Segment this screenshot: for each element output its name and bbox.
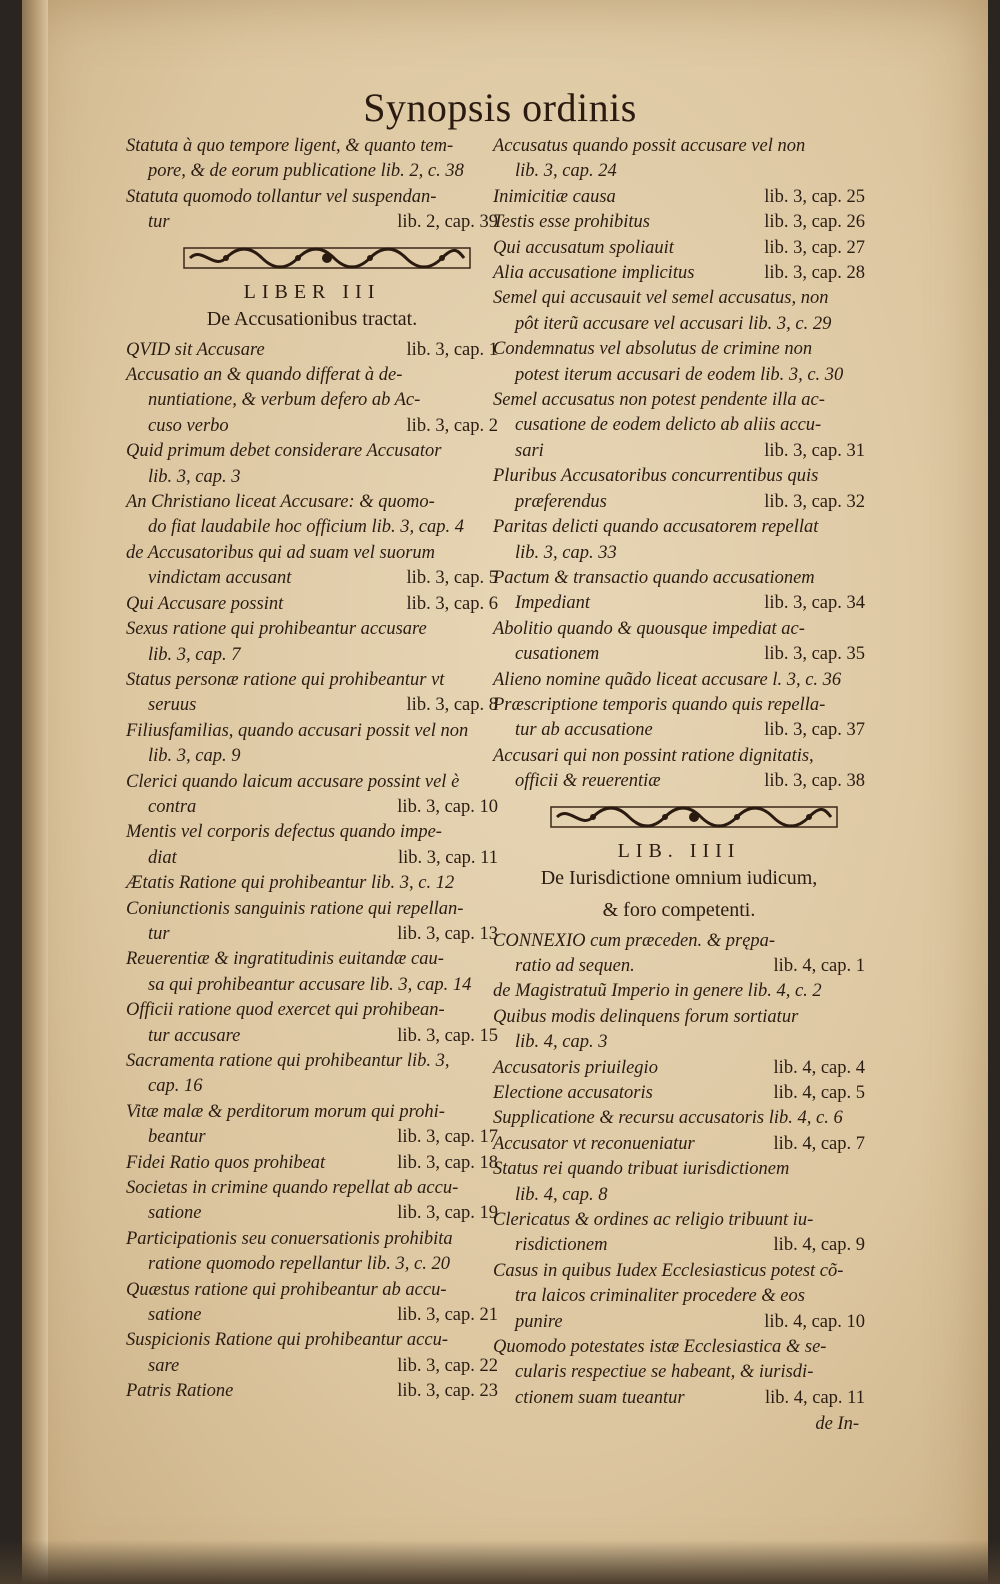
index-entry: [126, 770, 498, 821]
entry-reference: lib. 4, cap. 4: [773, 1057, 865, 1078]
entry-text: Impediant: [515, 593, 591, 614]
entry-reference: lib. 3, cap. 31: [764, 440, 865, 461]
entry-text: Præscriptione temporis quando quis repella-: [493, 694, 826, 715]
entry-reference: lib. 3, cap. 15: [397, 1025, 498, 1046]
entry-text: cuso verbo: [148, 415, 229, 436]
index-entry: [126, 1176, 498, 1227]
entry-reference: lib. 3, cap. 1: [406, 339, 498, 360]
index-entry: [493, 1157, 865, 1208]
entry-reference: lib. 3, cap. 35: [764, 644, 865, 665]
entry-reference: lib. 2, cap. 39: [397, 212, 498, 233]
entry-text: Quæstus ratione qui prohibeantur ab accu-: [126, 1279, 447, 1300]
entry-reference: lib. 3, cap. 25: [764, 186, 865, 207]
entry-text: Quid primum debet considerare Accusator: [126, 441, 442, 462]
entry-reference: lib. 3, cap. 19: [397, 1203, 498, 1224]
entry-reference: lib. 3, cap. 5: [406, 568, 498, 589]
index-entry: [493, 1208, 865, 1259]
index-entry: [126, 820, 498, 871]
entry-reference: lib. 3, cap. 32: [764, 491, 865, 512]
entry-reference: lib. 4, cap. 9: [773, 1235, 865, 1256]
index-entry: [126, 1328, 498, 1379]
decorative-ornament: [166, 242, 488, 274]
entry-text: Statuta à quo tempore ligent, & quanto tem-: [126, 136, 454, 156]
index-entry: [493, 617, 865, 668]
entry-text: lib. 3, cap. 3: [148, 466, 241, 487]
ornament-band-icon: [182, 244, 472, 272]
entry-text: lib. 3, cap. 24: [515, 161, 617, 182]
index-entry: [493, 464, 865, 515]
entry-text: de Accusatoribus qui ad suam vel suorum: [126, 542, 435, 563]
entry-text: Mentis vel corporis defectus quando impe-: [126, 822, 442, 843]
index-entry: [493, 1106, 865, 1131]
entry-text: ratione quomodo repellantur lib. 3, c. 20: [148, 1254, 450, 1275]
catchword: de In-: [815, 1414, 859, 1435]
entry-text: Testis esse prohibitus: [493, 212, 650, 233]
index-entry: [493, 286, 865, 337]
entry-text: satione: [148, 1305, 202, 1326]
entry-text: Patris Ratione: [126, 1381, 234, 1402]
entry-text: Inimicitiæ causa: [493, 186, 616, 207]
entry-text: Qui Accusare possint: [126, 593, 284, 614]
entry-text: Abolitio quando & quousque impediat ac-: [493, 618, 805, 639]
index-entry: [126, 1227, 498, 1278]
index-entry: [126, 185, 498, 236]
index-entry: [126, 1100, 498, 1151]
index-entry: [493, 515, 865, 566]
index-entry: [126, 338, 498, 363]
entry-text: Semel accusatus non potest pendente illa ac-: [493, 390, 825, 411]
entry-reference: lib. 3, cap. 17: [397, 1127, 498, 1148]
entry-text: diat: [148, 847, 177, 868]
index-entry: [126, 592, 498, 617]
index-entry: [493, 1335, 865, 1411]
entry-text: Quomodo potestates istæ Ecclesiastica & se-: [493, 1337, 827, 1358]
entry-reference: lib. 3, cap. 26: [764, 212, 865, 233]
entry-text: lib. 3, cap. 7: [148, 644, 241, 665]
left-column: [126, 134, 498, 1405]
entry-text: Semel qui accusauit vel semel accusatus, non: [493, 288, 829, 309]
entry-text: Vitæ malæ & perditorum morum qui prohi-: [126, 1101, 445, 1122]
entry-reference: lib. 4, cap. 7: [773, 1133, 865, 1154]
entry-text: contra: [148, 796, 197, 817]
entry-text: lib. 4, cap. 3: [515, 1032, 608, 1053]
index-entry: [493, 1259, 865, 1335]
entry-text: tur: [148, 212, 170, 233]
entry-text: Pactum & transactio quando accusationem: [493, 567, 815, 588]
entry-text: Status personæ ratione qui prohibeantur vt: [126, 669, 445, 690]
entry-text: de Magistratuũ Imperio in genere lib. 4, c. 2: [493, 981, 822, 1002]
entry-text: do fiat laudabile hoc officium lib. 3, cap. 4: [148, 517, 465, 538]
entry-text: nuntiatione, & verbum defero ab Ac-: [148, 390, 421, 411]
index-entry: [493, 210, 865, 235]
entry-reference: lib. 4, cap. 1: [773, 955, 865, 976]
entry-text: cap. 16: [148, 1076, 203, 1097]
entry-reference: lib. 3, cap. 11: [397, 847, 498, 868]
index-entry: [493, 929, 865, 980]
page-bottom-shadow: [0, 1540, 1000, 1584]
entry-reference: lib. 3, cap. 23: [397, 1381, 498, 1402]
entry-text: Societas in crimine quando repellat ab accu-: [126, 1178, 459, 1199]
entry-text: tra laicos criminaliter procedere & eos: [515, 1286, 805, 1307]
entry-text: lib. 3, cap. 33: [515, 542, 617, 563]
entry-reference: lib. 3, cap. 13: [397, 923, 498, 944]
entry-reference: lib. 3, cap. 28: [764, 263, 865, 284]
entry-text: Ætatis Ratione qui prohibeantur lib. 3, c. 12: [126, 873, 455, 894]
entry-text: Electione accusatoris: [493, 1083, 653, 1103]
entry-text: beantur: [148, 1127, 206, 1148]
index-entry: [493, 693, 865, 744]
entry-text: Fidei Ratio quos prohibeat: [126, 1152, 326, 1173]
entry-text: satione: [148, 1203, 202, 1224]
entry-text: Alia accusatione implicitus: [493, 263, 695, 284]
index-entry: [126, 998, 498, 1049]
index-entry: [493, 744, 865, 795]
index-entry: [493, 337, 865, 388]
entry-text: Accusatus quando possit accusare vel non: [493, 136, 806, 156]
entry-text: Condemnatus vel absolutus de crimine non: [493, 339, 813, 360]
entry-text: seruus: [148, 695, 197, 716]
entry-text: Status rei quando tribuat iurisdictionem: [493, 1159, 790, 1180]
entry-text: Participationis seu conuersationis prohibita: [126, 1228, 453, 1249]
entry-text: Reuerentiæ & ingratitudinis euitandæ cau-: [126, 949, 444, 970]
entry-text: risdictionem: [515, 1235, 608, 1256]
index-entry: [493, 1056, 865, 1081]
index-entry: [493, 134, 865, 185]
index-entry: [126, 897, 498, 948]
section-heading: LIB. IIII: [617, 839, 741, 862]
section-heading: LIBER III: [243, 280, 381, 303]
entry-text: lib. 3, cap. 9: [148, 746, 241, 767]
index-entry: [126, 1379, 498, 1404]
index-entry: [126, 490, 498, 541]
index-entry: [126, 1151, 498, 1176]
index-entry: [126, 363, 498, 439]
index-entry: [126, 668, 498, 719]
index-entry: [126, 947, 498, 998]
entry-reference: lib. 3, cap. 38: [764, 771, 865, 792]
section-subtitle: De Accusationibus tractat.: [206, 307, 418, 330]
entry-text: pôt iterũ accusare vel accusari lib. 3, c. 29: [515, 313, 832, 334]
entry-text: Quibus modis delinquens forum sortiatur: [493, 1006, 799, 1027]
entry-reference: lib. 3, cap. 2: [406, 415, 498, 436]
entry-reference: lib. 4, cap. 11: [764, 1387, 865, 1408]
entry-text: vindictam accusant: [148, 568, 292, 589]
index-entry: [493, 1132, 865, 1157]
page-gutter: [22, 0, 48, 1584]
decorative-ornament: [533, 801, 855, 833]
entry-text: Qui accusatum spoliauit: [493, 237, 674, 258]
entry-text: Supplicatione & recursu accusatoris lib. 4, c. 6: [493, 1108, 843, 1129]
index-entry: [126, 719, 498, 770]
index-entry: [493, 185, 865, 210]
section-subtitle: De Iurisdictione omnium iudicum,: [540, 866, 818, 889]
index-entry: [126, 1049, 498, 1100]
entry-text: Filiusfamilias, quando accusari possit vel non: [126, 720, 469, 741]
entry-text: Alieno nomine quãdo liceat accusare l. 3, c. 36: [493, 669, 842, 690]
entry-text: Coniunctionis sanguinis ratione qui repellan-: [126, 898, 464, 919]
entry-text: cusationem: [515, 644, 600, 665]
entry-text: præferendus: [515, 491, 607, 512]
index-entry: [493, 668, 865, 693]
entry-text: Officii ratione quod exercet qui prohibean-: [126, 1000, 445, 1021]
entry-text: Suspicionis Ratione qui prohibeantur accu-: [126, 1330, 448, 1351]
entry-text: sa qui prohibeantur accusare lib. 3, cap. 14: [148, 974, 472, 995]
entry-text: tur ab accusatione: [515, 720, 653, 741]
entry-text: sari: [515, 440, 544, 461]
entry-text: Paritas delicti quando accusatorem repellat: [493, 517, 819, 538]
entry-reference: lib. 3, cap. 6: [406, 593, 498, 614]
entry-reference: lib. 3, cap. 21: [397, 1305, 498, 1326]
entry-text: ctionem suam tueantur: [515, 1387, 685, 1408]
entry-text: tur: [148, 923, 170, 944]
entry-text: Sacramenta ratione qui prohibeantur lib. 3,: [126, 1051, 450, 1071]
entry-text: Accusatoris priuilegio: [493, 1057, 658, 1078]
entry-text: pore, & de eorum publicatione lib. 2, c. 38: [148, 161, 464, 182]
index-entry: [493, 566, 865, 617]
entry-text: potest iterum accusari de eodem lib. 3, c. 30: [515, 364, 844, 385]
page-title: Synopsis ordinis: [363, 85, 637, 130]
index-entry: [493, 261, 865, 286]
index-entry: [493, 1005, 865, 1056]
entry-reference: lib. 4, cap. 10: [764, 1311, 865, 1332]
entry-reference: lib. 3, cap. 10: [397, 796, 498, 817]
entry-reference: lib. 3, cap. 27: [764, 237, 865, 258]
ornament-band-icon: [549, 803, 839, 831]
index-entry: [126, 617, 498, 668]
entry-text: Casus in quibus Iudex Ecclesiasticus potest cõ-: [493, 1260, 844, 1281]
entry-reference: lib. 3, cap. 18: [397, 1152, 498, 1173]
index-entry: [126, 541, 498, 592]
right-column: [493, 134, 865, 1437]
index-entry: [126, 439, 498, 490]
index-entry: [493, 236, 865, 261]
entry-text: lib. 4, cap. 8: [515, 1184, 608, 1205]
index-entry: [126, 871, 498, 896]
index-entry: [493, 388, 865, 464]
entry-text: An Christiano liceat Accusare: & quomo-: [126, 492, 435, 513]
entry-reference: lib. 3, cap. 8: [406, 695, 498, 716]
entry-reference: lib. 4, cap. 5: [773, 1083, 865, 1103]
entry-text: Sexus ratione qui prohibeantur accusare: [126, 619, 427, 640]
entry-text: CONNEXIO cum præceden. & prępa-: [493, 930, 776, 951]
entry-text: Pluribus Accusatoribus concurrentibus quis: [493, 466, 819, 487]
entry-text: Accusari qui non possint ratione dignitatis,: [493, 745, 814, 766]
entry-text: ratio ad sequen.: [515, 955, 635, 976]
entry-reference: lib. 3, cap. 37: [764, 720, 865, 741]
entry-text: sare: [148, 1355, 180, 1376]
entry-text: Clerici quando laicum accusare possint vel è: [126, 771, 460, 792]
entry-text: Accusatio an & quando differat à de-: [126, 365, 403, 386]
entry-text: tur accusare: [148, 1025, 241, 1046]
entry-text: QVID sit Accusare: [126, 339, 265, 360]
index-entry: [126, 134, 498, 185]
index-entry: [493, 1081, 865, 1106]
index-entry: [126, 1278, 498, 1329]
section-subtitle: & foro competenti.: [602, 898, 756, 921]
entry-text: officii & reuerentiæ: [515, 771, 661, 792]
entry-text: cusatione de eodem delicto ab aliis accu-: [515, 415, 822, 436]
entry-text: punire: [515, 1311, 563, 1332]
index-entry: [493, 979, 865, 1004]
entry-text: Statuta quomodo tollantur vel suspendan-: [126, 186, 437, 207]
entry-reference: lib. 3, cap. 34: [764, 593, 865, 614]
entry-text: cularis respectiue se habeant, & iurisdi-: [515, 1362, 814, 1383]
entry-text: Accusator vt reconueniatur: [493, 1133, 695, 1154]
entry-text: Clericatus & ordines ac religio tribuunt iu-: [493, 1210, 814, 1231]
entry-reference: lib. 3, cap. 22: [397, 1355, 498, 1376]
